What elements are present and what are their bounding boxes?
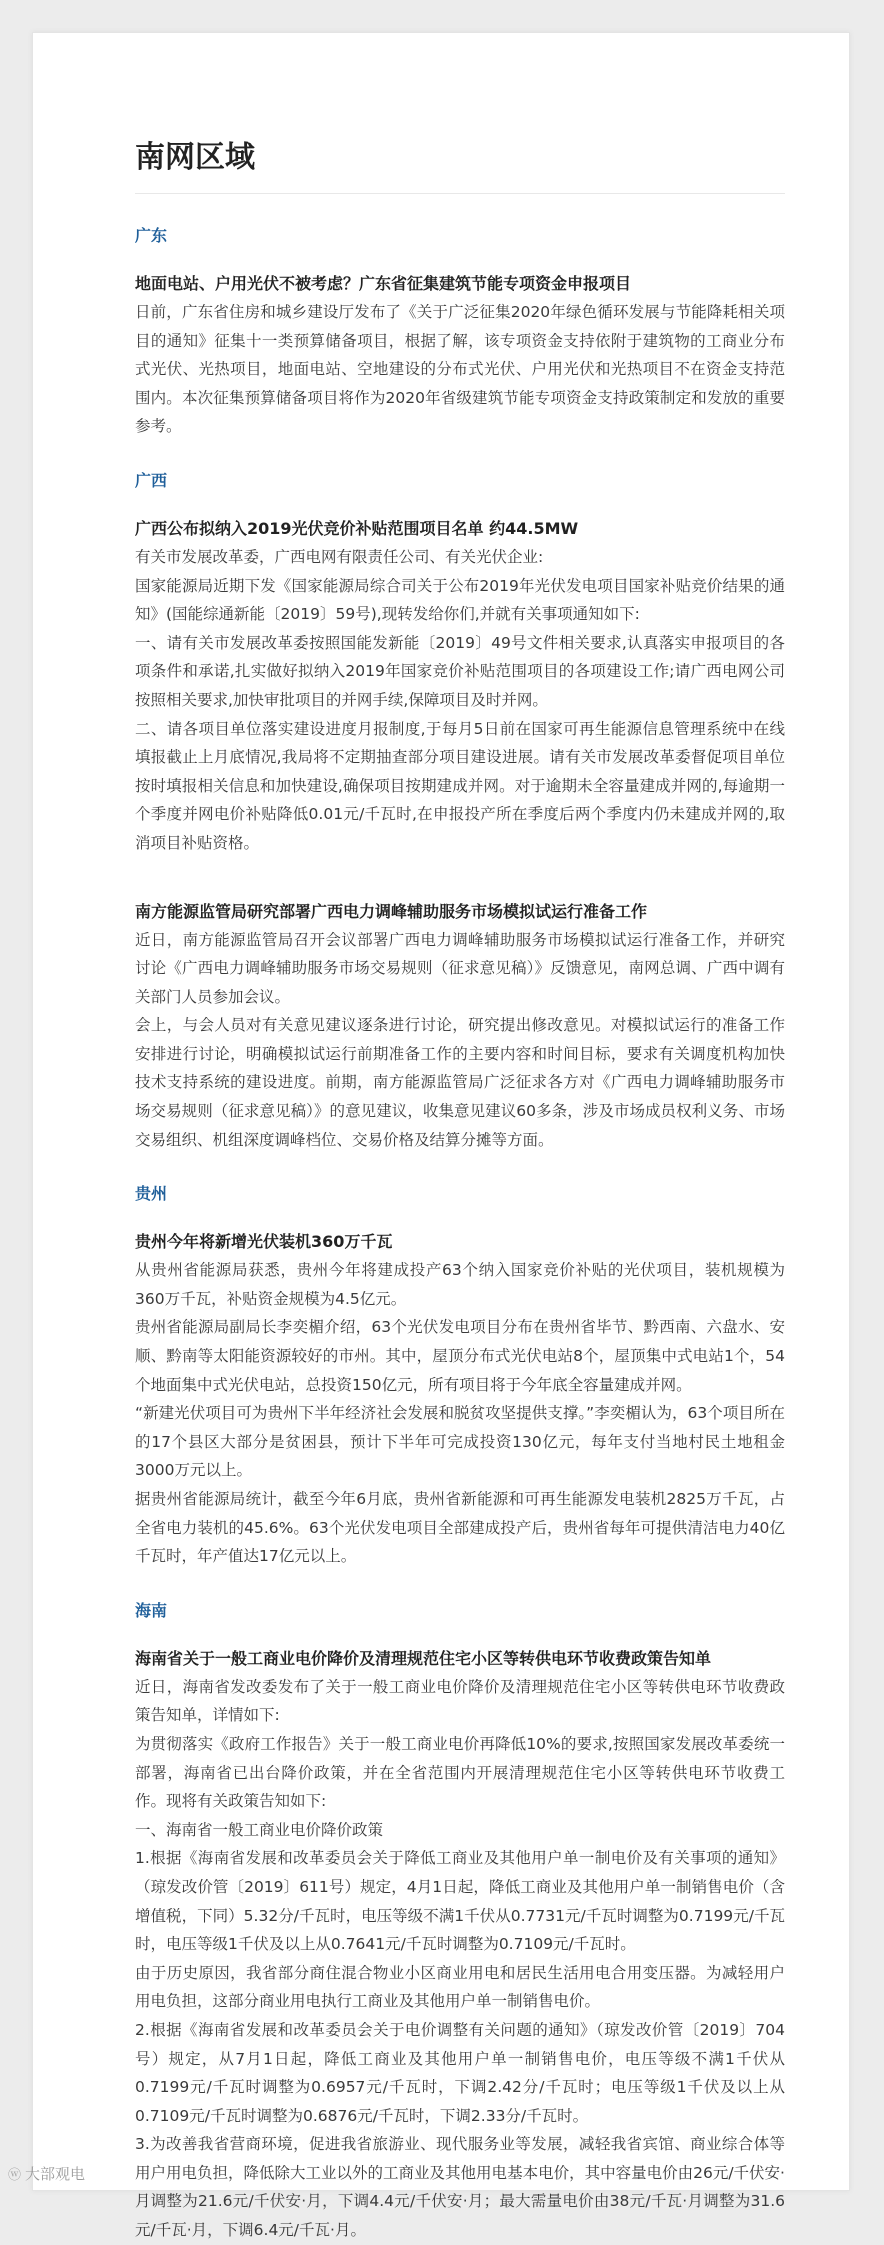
article-paragraph: 1.根据《海南省发展和改革委员会关于降低工商业及其他用户单一制电价及有关事项的通知》（琼发改价管〔2019〕611号）规定，4月1日起，降低工商业及其他用户单一制销售电价（含增值税，下同）5.32分/千瓦时，电压等级不满1千伏从0.7731元/千瓦时调整为0.7199元/千瓦时，电压等级1千伏及以上从0.7641元/千瓦时调整为0.7109元/千瓦时。 — [135, 1849, 785, 1954]
article-paragraph: 一、海南省一般工商业电价降价政策 — [135, 1820, 384, 1839]
weibo-icon: ⓦ — [8, 2168, 22, 2183]
article-paragraph: 2.根据《海南省发展和改革委员会关于电价调整有关问题的通知》（琼发改价管〔2019〕704号）规定，从7月1日起，降低工商业及其他用户单一制销售电价，电压等级不满1千伏从0.7199元/千瓦时调整为0.6957元/千瓦时，下调2.42分/千瓦时；电压等级1千伏及以上从0.7109元/千瓦时调整为0.6876元/千瓦时，下调2.33分/千瓦时。 — [135, 2020, 785, 2125]
article-title: 海南省关于一般工商业电价降价及清理规范住宅小区等转供电环节收费政策告知单 — [135, 1648, 712, 1668]
sections-container — [135, 224, 785, 2245]
article-paragraph: 会上，与会人员对有关意见建议逐条进行讨论，研究提出修改意见。对模拟试运行的准备工作安排进行讨论，明确模拟试运行前期准备工作的主要内容和时间目标，要求有关调度机构加快技术支持系统的建设进度。前期，南方能源监管局广泛征求各方对《广西电力调峰辅助服务市场交易规则（征求意见稿）》的意见建议，收集意见建议60多条，涉及市场成员权利义务、市场交易组织、机组深度调峰档位、交易价格及结算分摊等方面。 — [135, 1016, 785, 1149]
article-paragraph: 一、请有关市发展改革委按照国能发新能〔2019〕49号文件相关要求,认真落实申报项目的各项条件和承诺,扎实做好拟纳入2019年国家竞价补贴范围项目的各项建设工作;请广西电网公司按照相关要求,加快审批项目的并网手续,保障项目及时并网。 — [135, 633, 785, 709]
article-title: 地面电站、户用光伏不被考虑？广东省征集建筑节能专项资金申报项目 — [135, 274, 632, 293]
region-heading: 广东 — [135, 226, 168, 245]
article-paragraph: 从贵州省能源局获悉，贵州今年将建成投产63个纳入国家竞价补贴的光伏项目，装机规模为360万千瓦，补贴资金规模为4.5亿元。 — [135, 1261, 785, 1308]
article-paragraph: “新建光伏项目可为贵州下半年经济社会发展和脱贫攻坚提供支撑。”李奕楣认为，63个项目所在的17个县区大部分是贫困县，预计下半年可完成投资130亿元，每年支付当地村民土地租金3000万元以上。 — [135, 1404, 785, 1480]
article-paragraph: 据贵州省能源局统计，截至今年6月底，贵州省新能源和可再生能源发电装机2825万千瓦，占全省电力装机的45.6%。63个光伏发电项目全部建成投产后，贵州省每年可提供清洁电力40亿千瓦时，年产值达17亿元以上。 — [135, 1490, 785, 1566]
article-card — [32, 32, 850, 2240]
region-heading: 海南 — [135, 1600, 168, 1620]
page-title: 南网区域 — [135, 140, 255, 175]
article-paragraph: 近日，海南省发改委发布了关于一般工商业电价降价及清理规范住宅小区等转供电环节收费政策告知单，详情如下: — [135, 1677, 785, 1725]
article-title: 贵州今年将新增光伏装机360万千瓦 — [135, 1232, 393, 1252]
article-paragraph: 贵州省能源局副局长李奕楣介绍，63个光伏发电项目分布在贵州省毕节、黔西南、六盘水、安顺、黔南等太阳能资源较好的市州。其中，屋顶分布式光伏电站8个，屋顶集中式电站1个，54个地面集中式光伏电站，总投资150亿元，所有项目将于今年底全容量建成并网。 — [135, 1318, 785, 1394]
article-paragraph: 3.为改善我省营商环境，促进我省旅游业、现代服务业等发展，减轻我省宾馆、商业综合体等用户用电负担，降低除大工业以外的工商业及其他用电基本电价，其中容量电价由26元/千伏安·月调整为21.6元/千伏安·月，下调4.4元/千伏安·月；最大需量电价由38元/千瓦·月调整为31.6元/千瓦·月，下调6.4元/千瓦·月。 — [135, 2135, 785, 2240]
article-title: 广西公布拟纳入2019光伏竞价补贴范围项目名单 约44.5MW — [135, 518, 579, 538]
region-heading: 广西 — [135, 470, 168, 490]
article-paragraph: 近日，南方能源监管局召开会议部署广西电力调峰辅助服务市场模拟试运行准备工作，并研究讨论《广西电力调峰辅助服务市场交易规则（征求意见稿）》反馈意见，南网总调、广西中调有关部门人员参加会议。 — [135, 930, 785, 1006]
region-heading: 贵州 — [135, 1184, 168, 1204]
watermark — [8, 2163, 85, 2187]
article-paragraph: 为贯彻落实《政府工作报告》关于一般工商业电价再降低10%的要求,按照国家发展改革委统一部署，海南省已出台降价政策，并在全省范围内开展清理规范住宅小区等转供电环节收费工作。现将有关政策告知如下: — [135, 1734, 785, 1811]
article-paragraph: 有关市发展改革委，广西电网有限责任公司、有关光伏企业: — [135, 547, 544, 566]
article-paragraph: 国家能源局近期下发《国家能源局综合司关于公布2019年光伏发电项目国家补贴竞价结果的通知》(国能综通新能〔2019〕59号),现转发给你们,并就有关事项通知如下: — [135, 576, 785, 624]
watermark-text: 大部观电 — [25, 2165, 86, 2183]
title-divider — [135, 193, 785, 194]
article-paragraph: 由于历史原因，我省部分商住混合物业小区商业用电和居民生活用电合用变压器。为减轻用户用电负担，这部分商业用电执行工商业及其他用户单一制销售电价。 — [135, 1963, 785, 2011]
article-content — [135, 129, 785, 2245]
article-paragraph: 二、请各项目单位落实建设进度月报制度,于每月5日前在国家可再生能源信息管理系统中在线填报截止上月底情况,我局将不定期抽查部分项目建设进展。请有关市发展改革委督促项目单位按时填报相关信息和加快建设,确保项目按期建成并网。对于逾期未全容量建成并网的,每逾期一个季度并网电价补贴降低0.01元/千瓦时,在申报投产所在季度后两个季度内仍未建成并网的,取消项目补贴资格。 — [135, 719, 785, 852]
article-paragraph: 日前，广东省住房和城乡建设厅发布了《关于广泛征集2020年绿色循环发展与节能降耗相关项目的通知》征集十一类预算储备项目，根据了解，该专项资金支持依附于建筑物的工商业分布式光伏、光热项目，地面电站、空地建设的分布式光伏、户用光伏和光热项目不在资金支持范围内。本次征集预算储备项目将作为2020年省级建筑节能专项资金支持政策制定和发放的重要参考。 — [135, 303, 785, 436]
article-title: 南方能源监管局研究部署广西电力调峰辅助服务市场模拟试运行准备工作 — [135, 901, 648, 921]
